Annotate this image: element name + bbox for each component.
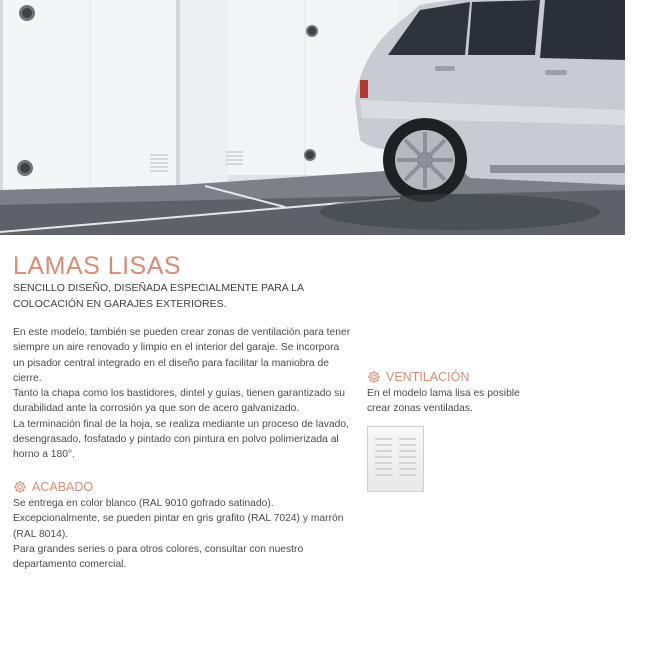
hero-photo: [0, 0, 625, 235]
ventilacion-heading: [367, 370, 469, 384]
description-paragraph: En este modelo, también se pueden crear zonas de ventilación para tener siempre un aire renovado y limpio en el interior del garaje. Se incorpora un pisador central integrado en el diseño para facilitar la maniobra de cierre.: [13, 327, 351, 384]
description: [13, 325, 353, 463]
page-title: LAMAS LISAS: [13, 252, 182, 280]
ventilation-panel-image: [367, 426, 424, 492]
ventilacion-text: En el modelo lama lisa es posible crear zonas ventiladas.: [367, 388, 520, 415]
acabado-heading: [13, 480, 93, 494]
description-paragraph: La terminación final de la hoja, se realiza mediante un proceso de lavado, desengrasado, fosfatado y pintado con pintura en polvo polimerizada al horno a 180°.: [13, 418, 350, 461]
acabado-paragraph: Para grandes series o para otros colores, consultar con nuestro departamento comercial.: [13, 543, 304, 571]
ventilacion-heading-label: VENTILACIÓN: [386, 370, 470, 384]
garage-car-illustration: [0, 0, 625, 235]
acabado-paragraph: Se entrega en color blanco (RAL 9010 gofrado satinado).: [13, 498, 274, 509]
description-paragraph: Tanto la chapa como los bastidores, dintel y guías, tienen garantizado su durabilidad ante la corrosión ya que son de acero galvanizado.: [13, 388, 345, 415]
subtitle: SENCILLO DISEÑO, DISEÑADA ESPECIALMENTE PARA LA COLOCACIÓN EN GARAJES EXTERIORES.: [13, 282, 304, 310]
acabado-text: [13, 496, 353, 572]
acabado-paragraph: Excepcionalmente, se pueden pintar en gris grafito (RAL 7024) y marrón (RAL 8014).: [13, 513, 344, 540]
gear-icon: [13, 480, 27, 494]
gear-icon: [367, 370, 381, 384]
acabado-heading-label: ACABADO: [32, 480, 94, 494]
